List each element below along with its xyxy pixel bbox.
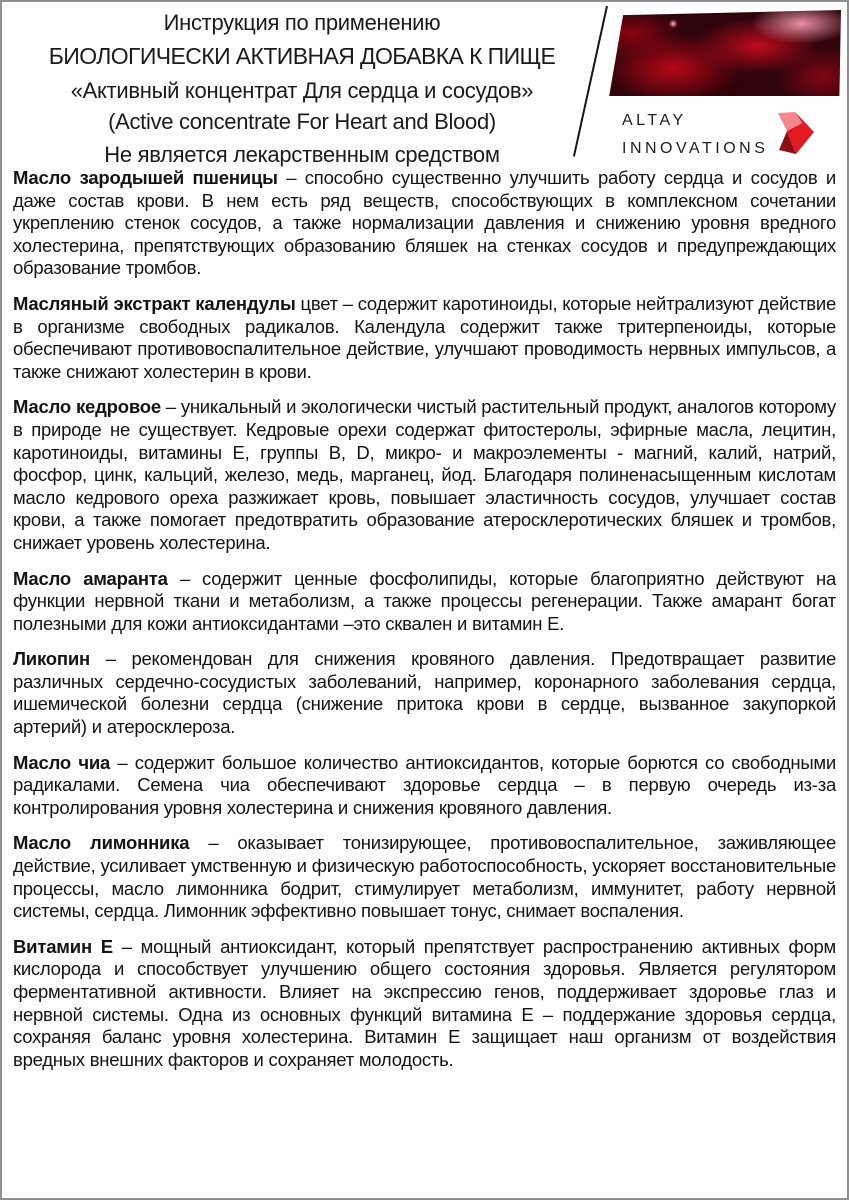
- paragraph-text: – мощный антиоксидант, который препятствует распространению активных форм кислорода и способствует улучшению общего состояния здоровья. Является регулятором ферментативной активности. Влияет на экспрессию генов, поддерживает здоровье глаз и нервной системы. Одна из основных функций витамина Е – поддержание здоровья сердца, сохраняя баланс уровня холестерина. Витамин Е защищает наш организм от воздействия вредных внешних факторов и сохраняет молодость.: [13, 935, 836, 1070]
- paragraph-lead: Масло чиа: [13, 751, 111, 773]
- paragraph-calendula-extract: [13, 293, 836, 383]
- paragraph-lycopene: [13, 648, 836, 738]
- title-not-a-medicine: Не является лекарственным средством: [104, 142, 500, 167]
- paragraph-lead: Масло кедровое: [13, 396, 161, 418]
- paragraph-schisandra-oil: [13, 832, 836, 922]
- red-liquid-swirl-image: [608, 10, 841, 96]
- title-product-name-ru: «Активный концентрат Для сердца и сосудов»: [70, 78, 534, 103]
- paragraph-chia-oil: [13, 752, 836, 820]
- paragraph-lead: Масло лимонника: [13, 832, 190, 854]
- paragraph-amaranth-oil: [13, 568, 836, 636]
- title-supplement-type: БИОЛОГИЧЕСКИ АКТИВНАЯ ДОБАВКА К ПИЩЕ: [48, 43, 556, 69]
- paragraph-vitamin-e: [13, 936, 836, 1072]
- paragraph-lead: Масло амаранта: [13, 567, 168, 589]
- paragraph-text: цвет – содержит каротиноиды, которые нейтрализуют действие в организме свободных радикалов. Календула содержит также тритерпеноиды, которые обеспечивают противовоспалительное действие, улучшают проводимость нервных импульсов, а также снижают холестерин в крови.: [13, 292, 836, 382]
- paragraph-text: – содержит большое количество антиоксидантов, которые борются со свободными радикалами. Семена чиа обеспечивают здоровье сердца – в первую очередь из-за контролирования уровня холестерина и снижения кровяного давления.: [13, 751, 836, 818]
- header: [2, 2, 847, 165]
- paragraph-cedar-oil: [13, 396, 836, 554]
- red-chevron-arrow-icon: [774, 111, 814, 155]
- paragraph-text: – способно существенно улучшить работу сердца и сосудов и даже состав крови. В нем есть ряд веществ, способствующих в комплексном сочетании укреплению стенок сосудов, а также нормализации давления и снижению уровня вредного холестерина, препятствующих образованию бляшек на стенках сосудов и предупреждающих образование тромбов.: [13, 167, 836, 279]
- paragraph-lead: Витамин Е: [13, 935, 113, 957]
- title-usage-instruction: Инструкция по применению: [163, 10, 441, 35]
- paragraph-text: – уникальный и экологически чистый растительный продукт, аналогов которому в природе не существует. Кедровые орехи содержат фитостеролы, эфирные масла, лецитин, каротиноиды, витамины Е, группы В, D, микро- и макроэлементы - магний, калий, натрий, фосфор, цинк, кальций, железо, медь, марганец, йод. Благодаря полиненасыщенным кислотам масло кедрового ореха разжижает кровь, повышает эластичность сосудов, улучшает состав крови, а также помогает предотвратить образование атеросклеротических бляшек и тромбов, снижает уровень холестерина.: [13, 396, 836, 553]
- brand-name-line2: INNOVATIONS: [622, 140, 769, 157]
- paragraph-text: – содержит ценные фосфолипиды, которые благоприятно действуют на функции нервной ткани и метаболизм, а также процессы регенерации. Также амарант богат полезными для кожи антиоксидантами –это сквален и витамин Е.: [13, 567, 837, 634]
- header-titles: [2, 10, 602, 168]
- brand-name-line1: ALTAY: [622, 112, 687, 129]
- title-product-name-en: (Active concentrate For Heart and Blood): [108, 109, 496, 134]
- paragraph-text: – оказывает тонизирующее, противовоспалительное, заживляющее действие, усиливает умственную и физическую работоспособность, ускоряет восстановительные процессы, масло лимонника бодрит, стимулирует метаболизм, иммунитет, работу нервной системы, сердца. Лимонник эффективно повышает тонус, снимает воспаления.: [13, 832, 836, 922]
- paragraph-wheat-germ-oil: [13, 167, 836, 280]
- brand-name: [622, 107, 768, 163]
- paragraph-lead: Ликопин: [13, 648, 90, 670]
- paragraph-lead: Масло зародышей пшеницы: [13, 167, 278, 188]
- brand-block: [562, 2, 849, 165]
- body-text: [2, 165, 847, 1071]
- diagonal-line: [573, 6, 608, 157]
- paragraph-text: – рекомендован для снижения кровяного давления. Предотвращает развитие различных сердечно-сосудистых заболеваний, например, коронарного заболевания сердца, ишемической болезни сердца (снижение притока крови в сердце, вызванное закупоркой артерий) и атеросклероза.: [13, 648, 836, 738]
- paragraph-lead: Масляный экстракт календулы: [13, 292, 296, 314]
